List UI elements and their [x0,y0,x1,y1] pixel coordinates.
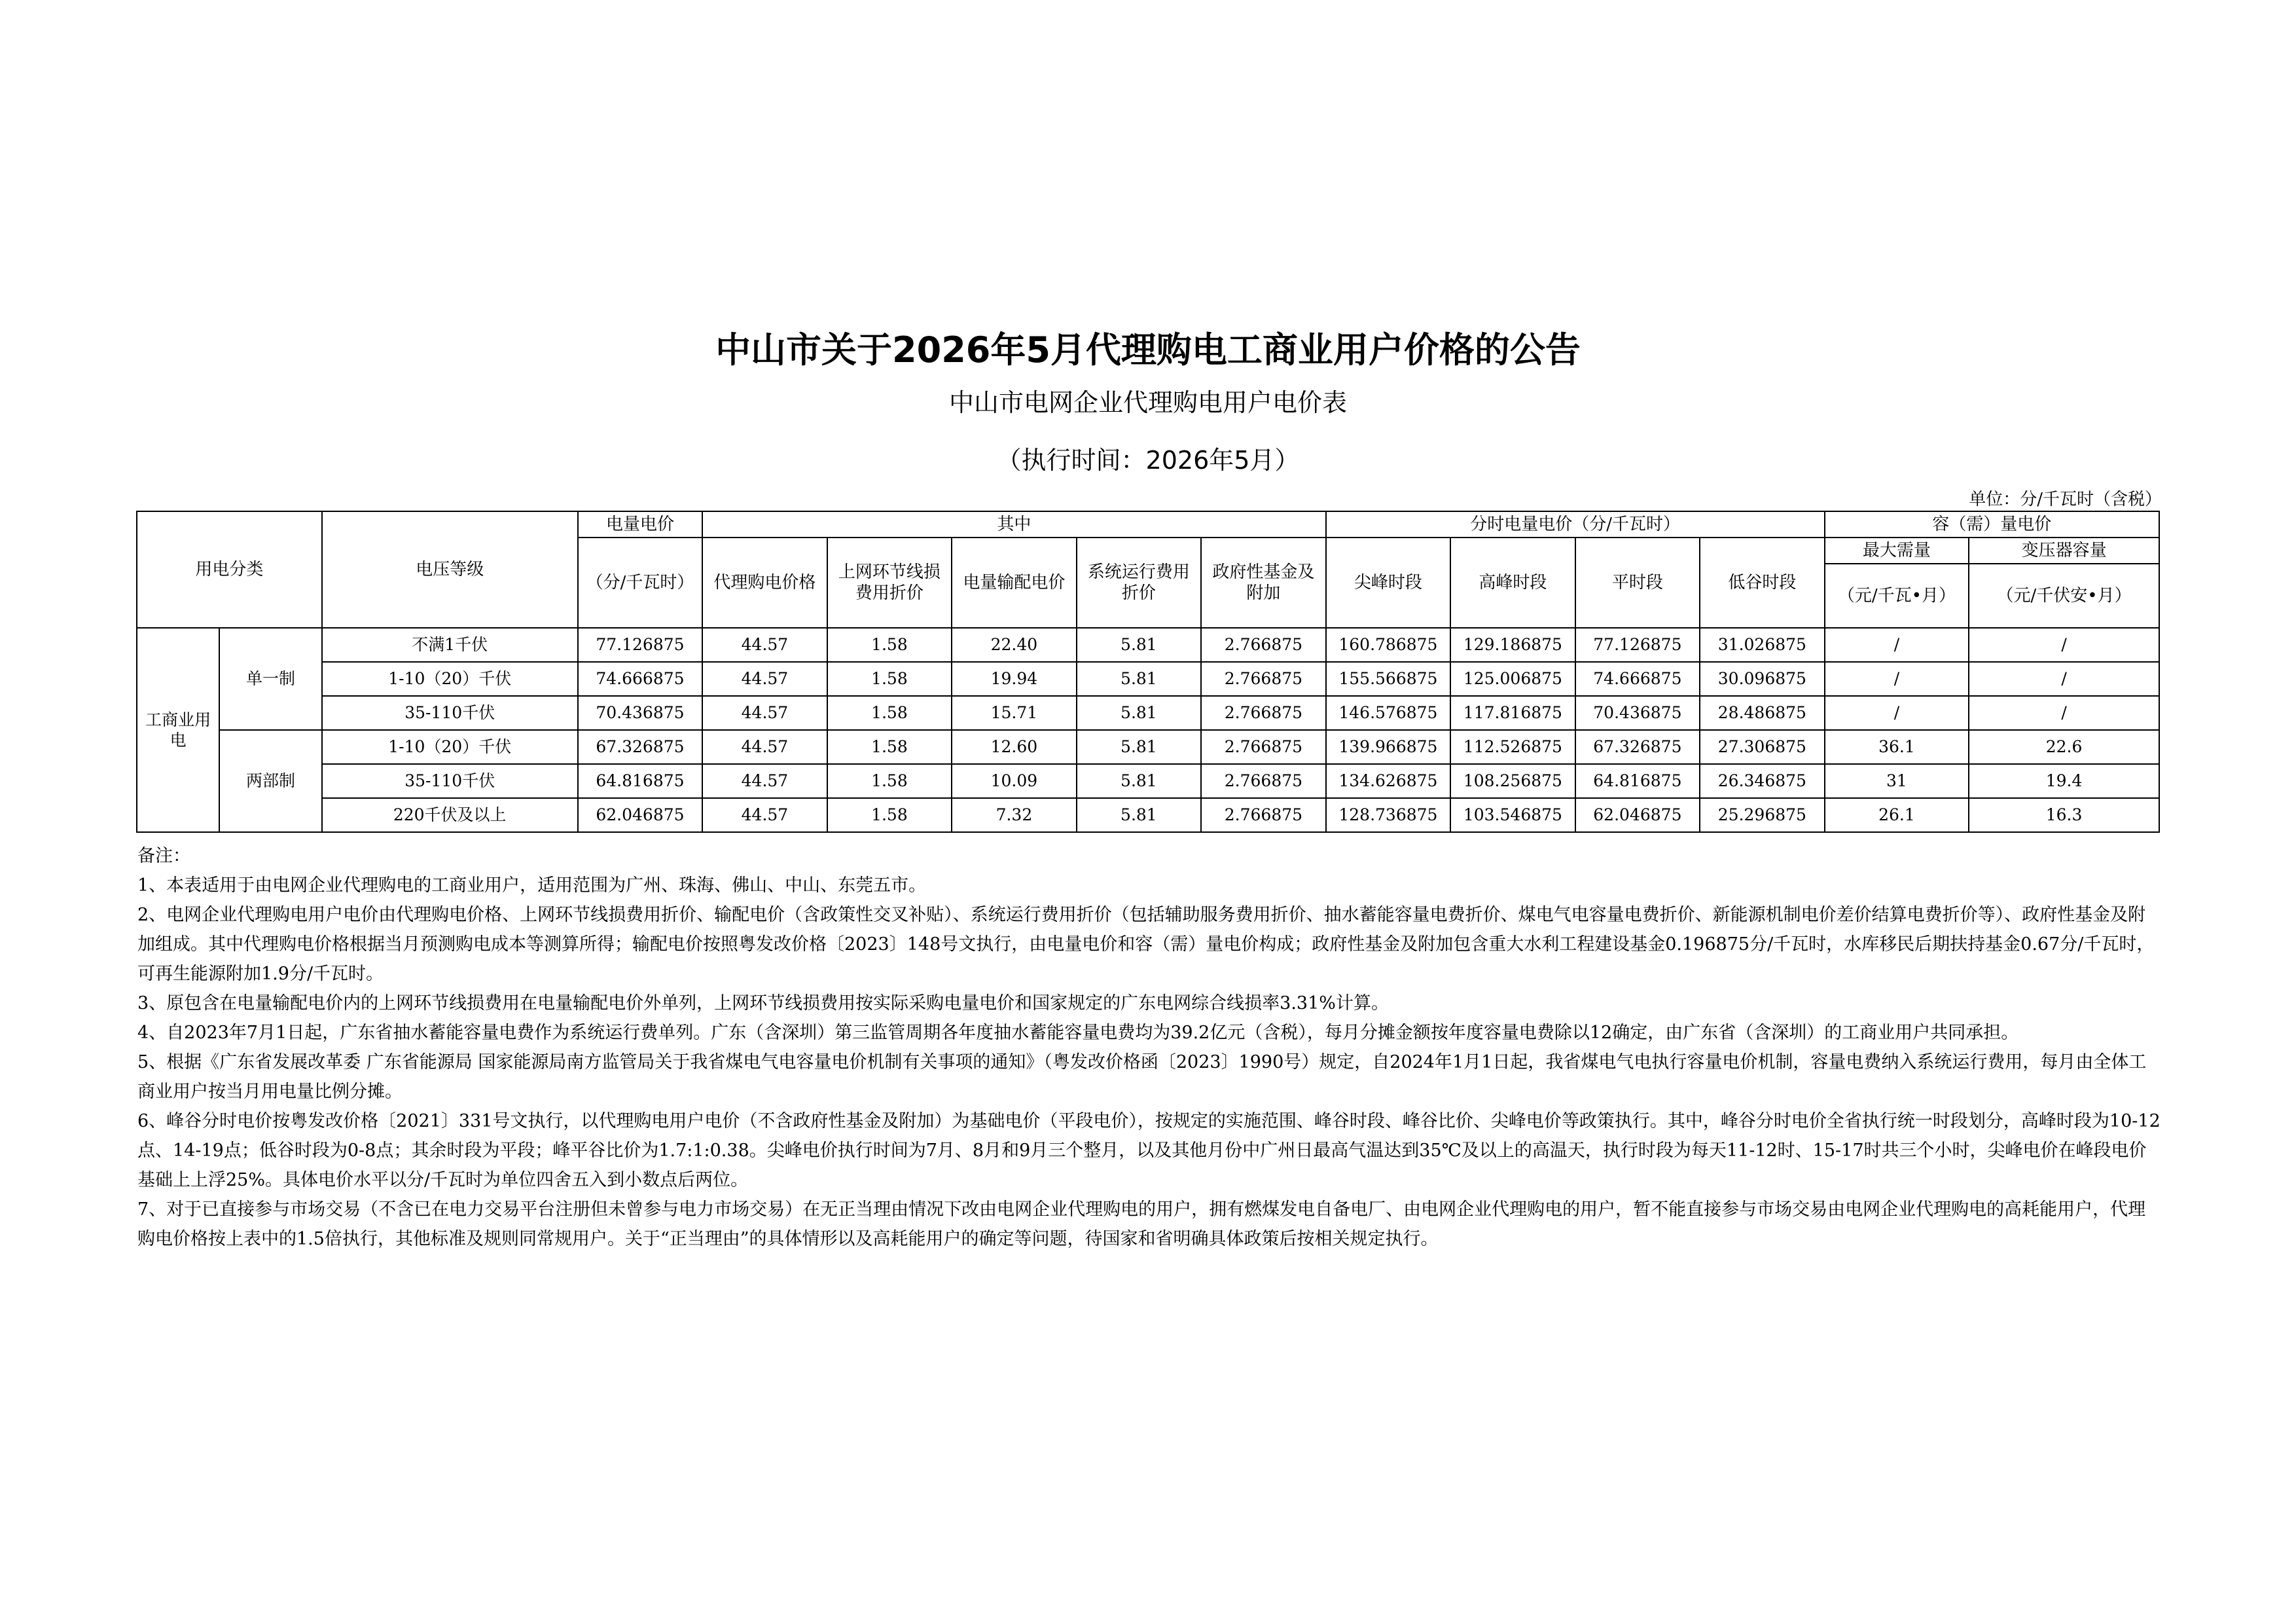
table-row [137,628,2159,662]
header-transformer: 变压器容量 [1969,538,2159,564]
cell-energy: 62.046875 [578,798,702,832]
cell-voltage: 220千伏及以上 [322,798,578,832]
cell-voltage: 35-110千伏 [322,696,578,730]
cell-peak: 125.006875 [1450,662,1575,696]
header-tou-group: 分时电量电价（分/千瓦时） [1326,511,1825,538]
cell-flat: 62.046875 [1575,798,1700,832]
header-valley: 低谷时段 [1700,538,1825,628]
notes-heading: 备注： [137,846,190,866]
cell-proxy: 44.57 [702,662,827,696]
cell-demand: / [1825,696,1969,730]
cell-peak: 112.526875 [1450,730,1575,764]
cell-transformer: 16.3 [1969,798,2159,832]
cell-fund: 2.766875 [1201,696,1326,730]
cell-transformer: / [1969,696,2159,730]
notes-section [137,841,2161,1254]
table-row [137,696,2159,730]
cell-transformer: 22.6 [1969,730,2159,764]
header-proxy-price: 代理购电价格 [702,538,827,628]
cell-valley: 28.486875 [1700,696,1825,730]
header-transformer-unit: （元/千伏安•月） [1969,564,2159,628]
cell-sharp: 155.566875 [1326,662,1450,696]
cell-trans: 19.94 [952,662,1076,696]
cell-proxy: 44.57 [702,764,827,798]
table-row [137,662,2159,696]
cell-valley: 26.346875 [1700,764,1825,798]
cell-demand: 26.1 [1825,798,1969,832]
header-of-which: 其中 [702,511,1325,538]
note-item: 7、对于已直接参与市场交易（不含已在电力交易平台注册但未曾参与电力市场交易）在无正当理由情况下改由电网企业代理购电的用户，拥有燃煤发电自备电厂、由电网企业代理购电的用户，暂不能直接参与市场交易由电网企业代理购电的高耗能用户，代理购电价格按上表中的1.5倍执行，其他标准及规则同常规用户。关于“正当理由”的具体情形以及高耗能用户的确定等问题，待国家和省明确具体政策后按相关规定执行。 [137,1199,2146,1249]
price-table [136,511,2160,833]
cell-voltage: 35-110千伏 [322,764,578,798]
cell-flat: 74.666875 [1575,662,1700,696]
header-line-loss: 上网环节线损费用折价 [827,538,952,628]
cell-valley: 30.096875 [1700,662,1825,696]
header-gov-fund: 政府性基金及附加 [1201,538,1326,628]
category-label: 工商业用电 [137,628,219,832]
cell-transformer: 19.4 [1969,764,2159,798]
unit-label: 单位：分/千瓦时（含税） [1969,490,2162,509]
cell-sys: 5.81 [1077,798,1201,832]
note-item: 3、原包含在电量输配电价内的上网环节线损费用在电量输配电价外单列，上网环节线损费用按实际采购电量电价和国家规定的广东电网综合线损率3.31%计算。 [137,993,1389,1013]
header-capacity-group: 容（需）量电价 [1825,511,2159,538]
cell-trans: 12.60 [952,730,1076,764]
cell-energy: 74.666875 [578,662,702,696]
cell-demand: 36.1 [1825,730,1969,764]
cell-sys: 5.81 [1077,696,1201,730]
cell-valley: 25.296875 [1700,798,1825,832]
cell-flat: 67.326875 [1575,730,1700,764]
cell-loss: 1.58 [827,730,952,764]
cell-sys: 5.81 [1077,764,1201,798]
cell-flat: 64.816875 [1575,764,1700,798]
cell-fund: 2.766875 [1201,730,1326,764]
cell-fund: 2.766875 [1201,628,1326,662]
cell-sys: 5.81 [1077,628,1201,662]
cell-peak: 129.186875 [1450,628,1575,662]
cell-sys: 5.81 [1077,730,1201,764]
cell-fund: 2.766875 [1201,764,1326,798]
cell-trans: 10.09 [952,764,1076,798]
cell-trans: 15.71 [952,696,1076,730]
cell-sharp: 128.736875 [1326,798,1450,832]
header-peak-sharp: 尖峰时段 [1326,538,1450,628]
cell-proxy: 44.57 [702,730,827,764]
cell-loss: 1.58 [827,764,952,798]
cell-loss: 1.58 [827,662,952,696]
table-row [137,764,2159,798]
cell-voltage: 1-10（20）千伏 [322,730,578,764]
cell-peak: 117.816875 [1450,696,1575,730]
header-transmission: 电量输配电价 [952,538,1076,628]
cell-loss: 1.58 [827,696,952,730]
cell-transformer: / [1969,662,2159,696]
header-voltage: 电压等级 [322,511,578,628]
cell-fund: 2.766875 [1201,798,1326,832]
header-max-demand-unit: （元/千瓦•月） [1825,564,1969,628]
cell-valley: 31.026875 [1700,628,1825,662]
table-row [137,730,2159,764]
table-subtitle: 中山市电网企业代理购电用户电价表 [948,388,1347,417]
cell-demand: / [1825,662,1969,696]
cell-sys: 5.81 [1077,662,1201,696]
header-category: 用电分类 [137,511,322,628]
cell-sharp: 139.966875 [1326,730,1450,764]
cell-fund: 2.766875 [1201,662,1326,696]
cell-energy: 77.126875 [578,628,702,662]
cell-energy: 67.326875 [578,730,702,764]
single-part-label: 单一制 [219,628,321,730]
cell-peak: 103.546875 [1450,798,1575,832]
note-item: 1、本表适用于由电网企业代理购电的工商业用户，适用范围为广州、珠海、佛山、中山、东莞五市。 [137,875,927,896]
cell-loss: 1.58 [827,628,952,662]
cell-sharp: 134.626875 [1326,764,1450,798]
header-peak: 高峰时段 [1450,538,1575,628]
table-row [137,798,2159,832]
cell-trans: 7.32 [952,798,1076,832]
note-item: 6、峰谷分时电价按粤发改价格〔2021〕331号文执行，以代理购电用户电价（不含政府性基金及附加）为基础电价（平段电价），按规定的实施范围、峰谷时段、峰谷比价、尖峰电价等政策执行。其中，峰谷分时电价全省执行统一时段划分，高峰时段为10-12点、14-19点；低谷时段为0-8点；其余时段为平段；峰平谷比价为1.7:1:0.38。尖峰电价执行时间为7月、8月和9月三个整月，以及其他月份中广州日最高气温达到35℃及以上的高温天，执行时段为每天11-12时、15-17时共三个小时，尖峰电价在峰段电价基础上上浮25%。具体电价水平以分/千瓦时为单位四舍五入到小数点后两位。 [137,1111,2161,1190]
cell-voltage: 不满1千伏 [322,628,578,662]
header-max-demand: 最大需量 [1825,538,1969,564]
cell-proxy: 44.57 [702,696,827,730]
cell-voltage: 1-10（20）千伏 [322,662,578,696]
cell-sharp: 146.576875 [1326,696,1450,730]
note-item: 4、自2023年7月1日起，广东省抽水蓄能容量电费作为系统运行费单列。广东（含深圳）第三监管周期各年度抽水蓄能容量电费均为39.2亿元（含税），每月分摊金额按年度容量电费除以12确定，由广东省（含深圳）的工商业用户共同承担。 [137,1023,2019,1043]
page-title: 中山市关于2026年5月代理购电工商业用户价格的公告 [715,329,1581,371]
cell-proxy: 44.57 [702,628,827,662]
cell-proxy: 44.57 [702,798,827,832]
header-system-op: 系统运行费用折价 [1077,538,1201,628]
cell-trans: 22.40 [952,628,1076,662]
header-energy-price: 电量电价 [578,511,702,538]
cell-transformer: / [1969,628,2159,662]
note-item: 5、根据《广东省发展改革委 广东省能源局 国家能源局南方监管局关于我省煤电气电容量电价机制有关事项的通知》（粤发改价格函〔2023〕1990号）规定，自2024年1月1日起，我省煤电气电执行容量电价机制，容量电费纳入系统运行费用，每月由全体工商业用户按当月用电量比例分摊。 [137,1052,2147,1102]
cell-peak: 108.256875 [1450,764,1575,798]
cell-flat: 77.126875 [1575,628,1700,662]
two-part-label: 两部制 [219,730,321,832]
execution-time: （执行时间：2026年5月） [996,446,1300,475]
cell-sharp: 160.786875 [1326,628,1450,662]
cell-valley: 27.306875 [1700,730,1825,764]
cell-demand: 31 [1825,764,1969,798]
cell-loss: 1.58 [827,798,952,832]
cell-energy: 70.436875 [578,696,702,730]
cell-demand: / [1825,628,1969,662]
header-energy-price-unit: （分/千瓦时） [578,538,702,628]
cell-energy: 64.816875 [578,764,702,798]
header-flat: 平时段 [1575,538,1700,628]
cell-flat: 70.436875 [1575,696,1700,730]
note-item: 2、电网企业代理购电用户电价由代理购电价格、上网环节线损费用折价、输配电价（含政策性交叉补贴）、系统运行费用折价（包括辅助服务费用折价、抽水蓄能容量电费折价、煤电气电容量电费折价、新能源机制电价差价结算电费折价等）、政府性基金及附加组成。其中代理购电价格根据当月预测购电成本等测算所得；输配电价按照粤发改价格〔2023〕148号文执行，由电量电价和容（需）量电价构成；政府性基金及附加包含重大水利工程建设基金0.196875分/千瓦时，水库移民后期扶持基金0.67分/千瓦时，可再生能源附加1.9分/千瓦时。 [137,905,2155,984]
